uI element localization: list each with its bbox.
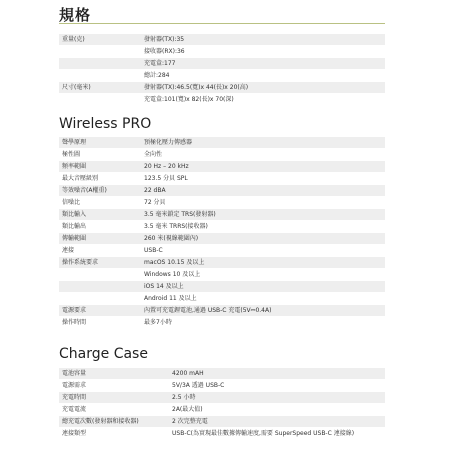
row-label: 類比輸入	[62, 211, 87, 218]
row-value: 充電盒:177	[144, 60, 176, 67]
section-title-wireless-pro: Wireless PRO	[59, 116, 152, 132]
row-label: 頻率範圍	[62, 163, 87, 170]
title-divider	[59, 23, 385, 24]
table-row	[59, 161, 385, 173]
row-label: 總充電次數(發射器和接收器)	[62, 418, 139, 425]
row-value: 發射器(TX):46.5(寬)x 44(長)x 20(高)	[144, 84, 249, 91]
table-row	[59, 46, 385, 58]
table-row	[59, 173, 385, 185]
table-row	[59, 404, 385, 416]
row-label: 電池容量	[62, 370, 87, 377]
row-label: 電源要求	[62, 307, 87, 314]
row-label: 操作時間	[62, 319, 87, 326]
table-row	[59, 82, 385, 94]
row-value: USB-C(為實現最佳數據傳輸速度,需要 SuperSpeed USB-C 連接線)	[172, 430, 355, 437]
row-value: USB-C	[144, 247, 163, 254]
table-row	[59, 368, 385, 380]
row-value: 發射器(TX):35	[144, 36, 185, 43]
row-value: 2.5 小時	[172, 394, 196, 401]
page-title: 規格	[59, 6, 92, 24]
wireless-pro-table	[59, 137, 385, 329]
row-label: 連接	[62, 247, 75, 254]
row-value: 充電盒:101(寬)x 82(長)x 70(深)	[144, 96, 234, 103]
row-value: Android 11 及以上	[144, 295, 197, 302]
table-row	[59, 257, 385, 269]
table-row	[59, 221, 385, 233]
row-label: 操作系統要求	[62, 259, 99, 266]
row-value: 總計:284	[144, 72, 170, 79]
row-value: macOS 10.15 及以上	[144, 259, 205, 266]
row-value: 4200 mAH	[172, 370, 204, 377]
table-row	[59, 317, 385, 329]
row-value: 72 分貝	[144, 199, 166, 206]
row-value: 3.5 毫米鎖定 TRS(發射器)	[144, 211, 216, 218]
table-row	[59, 380, 385, 392]
table-row	[59, 34, 385, 46]
row-label: 充電時間	[62, 394, 87, 401]
table-row	[59, 197, 385, 209]
row-value: 2A(最大值)	[172, 406, 203, 413]
row-value: 2 次完整充電	[172, 418, 208, 425]
row-value: 123.5 分貝 SPL	[144, 175, 188, 182]
row-value: 22 dBA	[144, 187, 166, 194]
table-row	[59, 293, 385, 305]
row-value: 260 米(視線範圍內)	[144, 235, 199, 242]
row-label: 充電電流	[62, 406, 87, 413]
table-row	[59, 149, 385, 161]
row-label: 重量(克)	[62, 36, 85, 43]
table-row	[59, 305, 385, 317]
row-label: 極性圖	[62, 151, 81, 158]
table-row	[59, 392, 385, 404]
table-row	[59, 269, 385, 281]
row-label: 連接類型	[62, 430, 87, 437]
row-label: 信噪比	[62, 199, 81, 206]
row-label: 聲學原理	[62, 139, 87, 146]
row-label: 等效噪音(A權重)	[62, 187, 107, 194]
row-label: 電源需求	[62, 382, 87, 389]
row-value: Windows 10 及以上	[144, 271, 201, 278]
row-value: iOS 14 及以上	[144, 283, 184, 290]
table-row	[59, 58, 385, 70]
row-label: 類比輸出	[62, 223, 87, 230]
table-row	[59, 137, 385, 149]
table-row	[59, 281, 385, 293]
spec-table	[59, 34, 385, 106]
table-row	[59, 233, 385, 245]
row-value: 5V/3A 透過 USB-C	[172, 382, 225, 389]
section-title-charge-case: Charge Case	[59, 346, 148, 362]
table-row	[59, 70, 385, 82]
row-label: 尺寸(毫米)	[62, 84, 91, 91]
row-value: 全向性	[144, 151, 163, 158]
row-value: 內置可充電鋰電池,通過 USB-C 充電(5V⎓0.4A)	[144, 307, 272, 314]
row-value: 預極化壓力傳感器	[144, 139, 193, 146]
row-label: 傳輸範圍	[62, 235, 87, 242]
table-row	[59, 209, 385, 221]
row-value: 接收器(RX):36	[144, 48, 185, 55]
table-row	[59, 94, 385, 106]
table-row	[59, 416, 385, 428]
table-row	[59, 185, 385, 197]
table-row	[59, 428, 385, 440]
row-label: 最大音壓級別	[62, 175, 99, 182]
row-value: 20 Hz – 20 kHz	[144, 163, 189, 170]
charge-case-table	[59, 368, 385, 440]
row-value: 最多7小時	[144, 319, 172, 326]
row-value: 3.5 毫米 TRRS(接收器)	[144, 223, 208, 230]
table-row	[59, 245, 385, 257]
